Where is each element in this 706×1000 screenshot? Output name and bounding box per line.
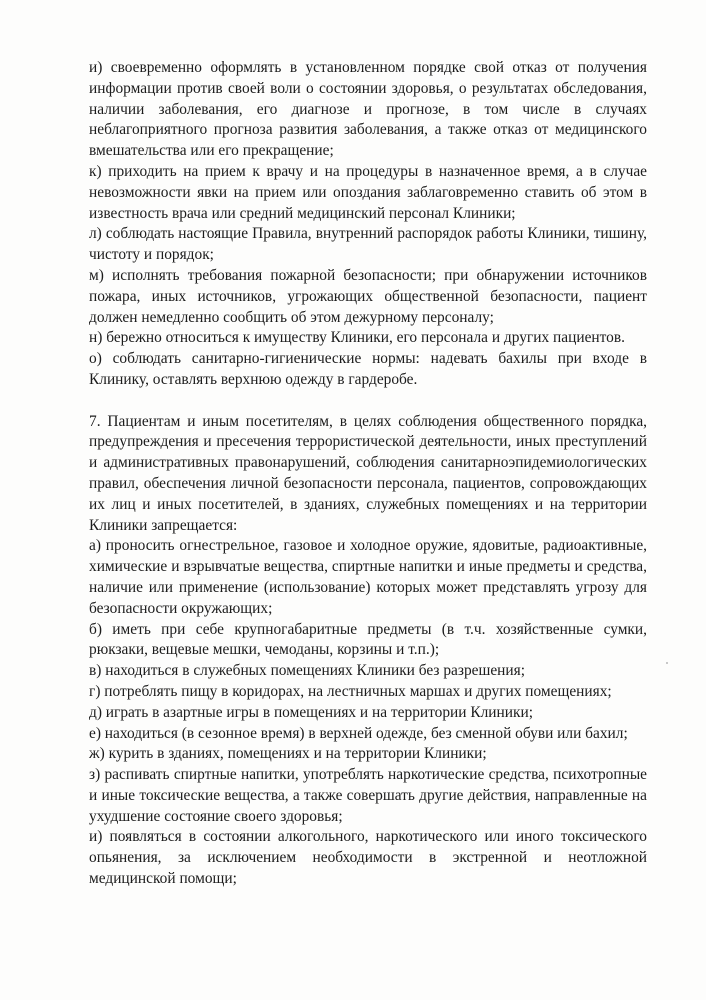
paragraph-gap: [89, 391, 647, 412]
document-page: [89, 58, 647, 890]
prohibited-item-d: д) играть в азартные игры в помещениях и на территории Клиники;: [89, 703, 533, 721]
prohibited-item-a: а) проносить огнестрельное, газовое и холодное оружие, ядовитые, радиоактивные, химические и взрывчатые вещества, спиртные напитки и иные предметы и средства, наличие или применение (использование) которых может представлять угрозу для безопасности окружающих;: [89, 537, 647, 617]
list-item-m: м) исполнять требования пожарной безопасности; при обнаружении источников пожара, иных источников, угрожающих общественной безопасности, пациент должен немедленно сообщить об этом дежурному персоналу;: [89, 266, 647, 326]
prohibited-item-g: г) потреблять пищу в коридорах, на лестничных маршах и других помещениях;: [89, 682, 612, 700]
section-7-intro: 7. Пациентам и иным посетителям, в целях соблюдения общественного порядка, предупреждения и пресечения террористической деятельности, иных преступлений и административных правонарушений, соблюдения санитарноэпидемиологических правил, обеспечения личной безопасности персонала, пациентов, сопровождающих их лиц и иных посетителей, в зданиях, служебных помещениях и на территории Клиники запрещается:: [89, 412, 647, 534]
scan-speck: [666, 662, 668, 664]
prohibited-item-b: б) иметь при себе крупногабаритные предметы (в т.ч. хозяйственные сумки, рюкзаки, вещевые мешки, чемоданы, корзины и т.п.);: [89, 620, 647, 659]
list-item-l: л) соблюдать настоящие Правила, внутренний распорядок работы Клиники, тишину, чистоту и порядок;: [89, 225, 647, 264]
prohibited-item-e: е) находиться (в сезонное время) в верхней одежде, без сменной обуви или бахил;: [89, 724, 628, 742]
prohibited-item-z: з) распивать спиртные напитки, употреблять наркотические средства, психотропные и иные токсические вещества, а также совершать другие действия, направленные на ухудшение состояние своего здоровья;: [89, 766, 647, 825]
list-item-k: к) приходить на прием к врачу и на процедуры в назначенное время, а в случае невозможности явки на прием или опоздания заблаговременно ставить об этом в известность врача или средний медицинский персонал Клиники;: [89, 162, 647, 222]
prohibited-item-i: и) появляться в состоянии алкогольного, наркотического или иного токсического опьянения, за исключением необходимости в экстренной и неотложной медицинской помощи;: [89, 828, 647, 888]
list-item-n: н) бережно относиться к имуществу Клиники, его персонала и других пациентов.: [89, 329, 625, 347]
list-item-o: о) соблюдать санитарно-гигиенические нормы: надевать бахилы при входе в Клинику, оставлять верхнюю одежду в гардеробе.: [89, 350, 647, 388]
prohibited-item-zh: ж) курить в зданиях, помещениях и на территории Клиники;: [89, 745, 487, 763]
list-item-i: и) своевременно оформлять в установленном порядке свой отказ от получения информации против своей воли о состоянии здоровья, о результатах обследования, наличии заболевания, его диагнозе и прогнозе, в том числе в случаях неблагоприятного прогноза развития заболевания, а также отказ от медицинского вмешательства или его прекращение;: [89, 59, 647, 160]
prohibited-item-v: в) находиться в служебных помещениях Клиники без разрешения;: [89, 662, 525, 680]
